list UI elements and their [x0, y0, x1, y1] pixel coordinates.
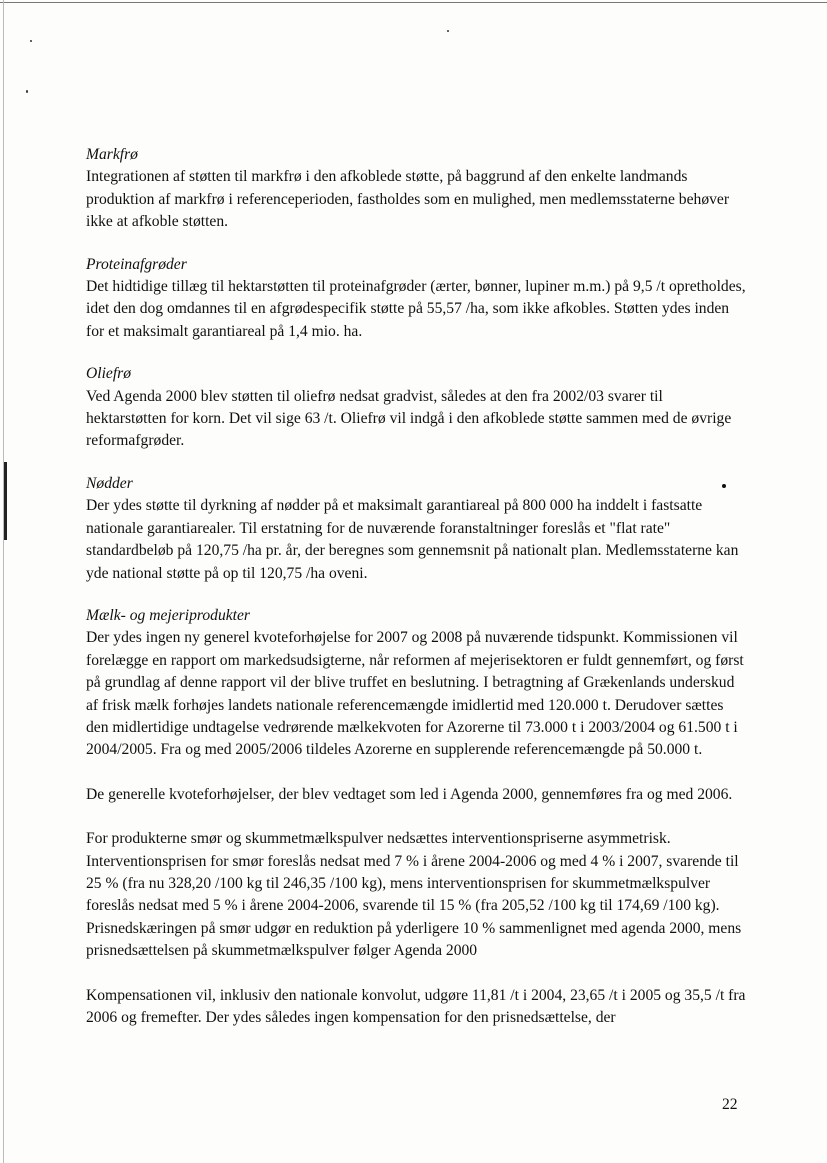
scan-top-border: [0, 2, 827, 3]
section-heading: Mælk- og mejeriprodukter: [86, 606, 250, 624]
section-paragraph: Ved Agenda 2000 blev støtten til oliefrø nedsat gradvist, således at den fra 2002/03 svarer til hektarstøtten for korn. Det vil sige 63 /t. Oliefrø vil indgå i den afkoblede støtte sammen med de øvrige reformafgrøder.: [86, 387, 732, 450]
document-body: [86, 144, 746, 1049]
scan-speck: [30, 40, 32, 42]
section-maelk: [86, 605, 746, 762]
scan-speck: [447, 30, 449, 32]
section-kvoteforhojelser: [86, 784, 746, 806]
section-proteinafgroder: [86, 254, 746, 344]
section-paragraph: Der ydes ingen ny generel kvoteforhøjelse for 2007 og 2008 på nuværende tidspunkt. Kommissionen vil forelægge en rapport om markedsudsigterne, når reformen af mejerisektoren er fuldt gennemført, og først på grundlag af denne rapport vil der blive truffet en beslutning. I betragtning af Grækenlands underskud af frisk mælk forhøjes landets nationale referencemængde imidlertid med 120.000 t. Derudover sættes den midlertidige undtagelse vedrørende mælkekvoten for Azorerne til 73.000 t i 2003/2004 og 61.500 t i 2004/2005. Fra og med 2005/2006 tildeles Azorerne en supplerende referencemængde på 50.000 t.: [86, 629, 744, 759]
section-paragraph: Kompensationen vil, inklusiv den nationale konvolut, udgøre 11,81 /t i 2004, 23,65 /t i 2005 og 35,5 /t fra 2006 og fremefter. Der ydes således ingen kompensation for den prisnedsættelse, der: [86, 986, 746, 1026]
scan-margin-mark: [4, 462, 7, 540]
section-paragraph: For produkterne smør og skummetmælkspulver nedsættes interventionspriserne asymmetrisk. Interventionsprisen for smør foreslås nedsat med 7 % i årene 2004-2006 og med 4 % i 2007, svarende til 25 % (fra nu 328,20 /100 kg til 246,35 /100 kg), mens interventionsprisen for skummetmælkspulver foreslås nedsat med 5 % i årene 2004-2006, svarende til 15 % (fra 205,52 /100 kg til 174,69 /100 kg). Prisnedskæringen på smør udgør en reduktion på yderligere 10 % sammenlignet med agenda 2000, mens prisnedsættelsen på skummetmælkspulver følger Agenda 2000: [86, 830, 742, 960]
section-paragraph: Integrationen af støtten til markfrø i den afkoblede støtte, på baggrund af den enkelte landmands produktion af markfrø i referenceperioden, fastholdes som en mulighed, men medlemsstaterne behøver ikke at afkoble støtten.: [86, 168, 730, 231]
section-heading: Proteinafgrøder: [86, 255, 187, 273]
scan-left-border: [3, 0, 4, 1163]
section-paragraph: Det hidtidige tillæg til hektarstøtten til proteinafgrøder (ærter, bønner, lupiner m.m.) på 9,5 /t opretholdes, idet den dog omdannes til en afgrødespecifik støtte på 55,57 /ha, som ikke afkobles. Støtten ydes inden for et maksimalt garantiareal på 1,4 mio. ha.: [86, 278, 746, 340]
section-nodder: [86, 473, 746, 585]
page-number: 22: [722, 1096, 738, 1113]
section-oliefro: [86, 363, 746, 453]
section-paragraph: Der ydes støtte til dyrkning af nødder på et maksimalt garantiareal på 800 000 ha inddelt i fastsatte nationale garantiarealer. Til erstatning for de nuværende foranstaltninger foreslås et "flat rate" standardbeløb på 120,75 /ha pr. år, der beregnes som gennemsnit på nationalt plan. Medlemsstaterne kan yde national støtte på op til 120,75 /ha oveni.: [86, 497, 739, 582]
section-paragraph: De generelle kvoteforhøjelser, der blev vedtaget som led i Agenda 2000, gennemføres fra og med 2006.: [86, 785, 733, 803]
scan-speck: [26, 90, 28, 93]
section-heading: Oliefrø: [86, 365, 132, 383]
section-markfro: [86, 144, 746, 234]
section-kompensation: [86, 985, 746, 1030]
section-heading: Markfrø: [86, 146, 138, 163]
section-heading: Nødder: [86, 474, 133, 492]
section-interventionspriser: [86, 828, 746, 962]
